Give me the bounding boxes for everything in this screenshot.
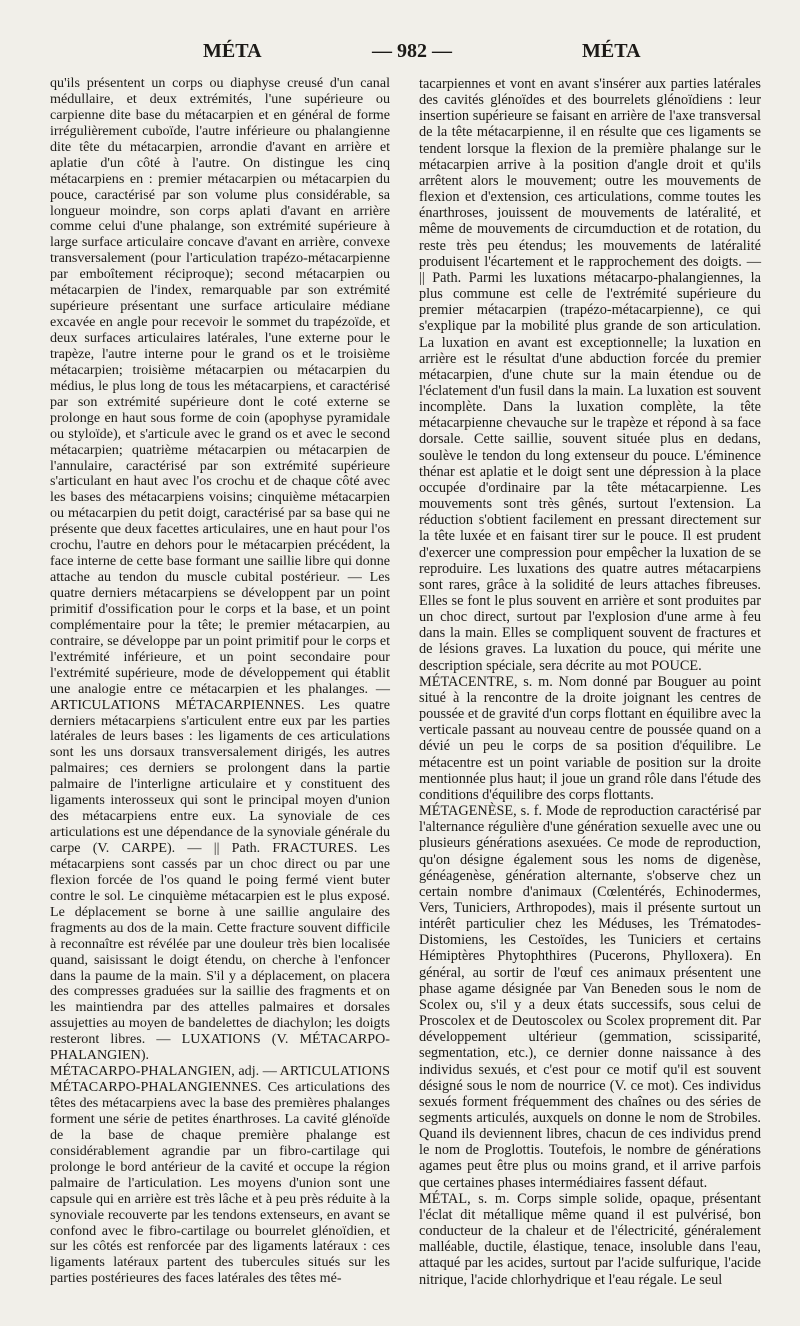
page-number: — 982 — [372,40,452,62]
entry-metacarpe-continued: qu'ils présentent un corps ou diaphyse creusé d'un canal médullaire, et deux extrémités, l'une supérieure ou carpienne dite base du métacarpien et en général de forme irrégulièrement cuboïde, l'autre inférieure ou phalangienne dite tête du métacarpien, arrondie d'avant en arrière et aplatie d'un côté à l'autre. On distingue les cinq métacarpiens en : premier métacarpien ou métacarpien du pouce, caractérisé par son volume plus considérable, sa longueur moindre, son corps aplati d'avant en arrière comme celui d'une phalange, son extrémité supérieure à large surface articulaire concave d'avant en arrière, convexe transversalement (pour l'articulation trapézo-métacarpienne par emboîtement réciproque); second métacarpien ou métacarpien de l'index, remarquable par son extrémité supérieure présentant une surface articulaire médiane excavée en angle pour recevoir le sommet du trapézoïde, et deux surfaces articulaires latérales, l'une externe pour le trapèze, l'autre interne pour le grand os et le troisième métacarpien; troisième métacarpien ou métacarpien du médius, le plus long de tous les métacarpiens, et caractérisé par son extrémité supérieure dont le coté externe se prolonge en haut sous forme de coin (apophyse pyramidale ou styloïde), et s'articule avec le grand os et avec le second métacarpien; quatrième métacarpien ou métacarpien de l'annulaire, caractérisé par son extrémité supérieure s'articulant en haut avec l'os crochu et de chaque côté avec les bases des métacarpiens voisins; cinquième métacarpien ou métacarpien du petit doigt, caractérisé par sa base qui ne présente que deux facettes articulaires, une en haut pour l'os crochu, l'autre en dehors pour le métacarpien précédent, la face interne de cette base formant une saillie libre qui donne attache au tendon du muscle cubital postérieur. — Les quatre derniers métacarpiens se développent par un point primitif d'ossification pour le corps et la base, et un point complémentaire pour la tête; le premier métacarpien, au contraire, se développe par un point primitif pour le corps et l'extrémité inférieure, et un point secondaire pour l'extrémité supérieure, mode de développement qui établit une analogie entre ce métacarpien et les phalanges. — ARTICULATIONS MÉTACARPIENNES. Les quatre derniers métacarpiens s'articulent entre eux par les parties latérales de leurs bases : les ligaments de ces articulations sont les uns dorsaux transversalement dirigés, les autres palmaires; ces derniers se prolongent dans la partie palmaire de l'interligne articulaire et y constituent des ligaments interosseux qui sont le principal moyen d'union des métacarpiens entre eux. La synoviale de ces articulations est une dépendance de la synoviale générale du carpe (V. CARPE). — || Path. FRACTURES. Les métacarpiens sont cassés par un choc direct ou par une flexion forcée de l'os quand le poing fermé vient buter contre le sol. Le cinquième métacarpien est le plus exposé. Le déplacement se borne à une saillie angulaire des fragments au dos de la main. Cette fracture souvent difficile à reconnaître est révélée par une douleur très bien localisée quand, saisissant le doigt étendu, on cherche à l'enfoncer dans la paume de la main. S'il y a déplacement, on placera des compresses graduées sur la saillie des fragments et on les maintiendra par des attelles palmaires et dorsales assujetties au moyen de bandelettes de diachylon; les doigts resteront libres. — LUXATIONS (V. MÉTACARPO-PHALANGIEN). [50,75,390,1064]
entry-metal: MÉTAL, s. m. Corps simple solide, opaque, présentant l'éclat dit métallique même quand il est pulvérisé, bon conducteur de la chaleur et de l'électricité, généralement malléable, ductile, élastique, tenace, insoluble dans l'eau, attaqué par les acides, surtout par l'acide sulfurique, l'acide nitrique, l'acide chlorhydrique et l'eau régale. Le seul [419,1190,761,1288]
running-head-right: MÉTA [582,40,641,62]
left-column [50,76,390,1287]
entry-metagenese: MÉTAGENÈSE, s. f. Mode de reproduction caractérisé par l'alternance régulière d'une génération sexuelle avec une ou plusieurs générations asexuées. Ce mode de reproduction, qu'on désigne également sous les noms de digenèse, généagenèse, génération alternante, s'observe chez un certain nombre d'animaux (Cœlentérés, Echinodermes, Vers, Tuniciers, Arthropodes), mais il présente surtout un intérêt particulier chez les Méduses, les Trématodes-Distomiens, les Cestoïdes, les Tuniciers et certains Hémiptères Phytophthires (Pucerons, Phylloxera). En général, au sortir de l'œuf ces animaux présentent une phase agame désignée par Van Beneden sous le nom de Scolex ou, s'il y a deux états successifs, sous celui de Proscolex et de Deutoscolex ou Scolex proprement dit. Par développement ultérieur (gemmation, scissiparité, segmentation, etc.), ce dernier donne naissance à des individus sexués, et c'est pour ce motif qu'il est souvent désigné sous le nom de nourrice (V. ce mot). Ces individus sexués forment fréquemment des chaînes ou des séries de segments articulés, auxquels on donne le nom de Strobiles. Quand ils deviennent libres, chacun de ces individus prend le nom de Proglottis. Toutefois, le nombre de générations agames peut être plus ou moins grand, et il arrive parfois que certaines phases intermédiaires fassent défaut. [419,803,761,1191]
entry-metacentre: MÉTACENTRE, s. m. Nom donné par Bouguer au point situé à la rencontre de la droite joignant les centres de poussée et de gravité d'un corps flottant en équilibre avec la verticale passant au nouveau centre de poussée quand on a dévié un peu le corps de sa position d'équilibre. Le métacentre est un point variable de position sur la droite mentionnée plus haut; il joue un grand rôle dans l'étude des conditions d'équilibre des corps flottants. [419,673,761,803]
right-column [419,76,761,1288]
page-header [0,34,800,68]
entry-metacarpo-phalangien-continued: tacarpiennes et vont en avant s'insérer aux parties latérales des cavités glénoïdes et des bourrelets glénoïdiens : leur insertion supérieure se faisant en arrière de l'axe transversal de la tête métacarpienne, il en résulte que ces ligaments se tendent lorsque la flexion de la première phalange sur le métacarpien arrive à la position d'angle droit et qu'ils arrêtent alors le mouvement; outre les mouvements de flexion et d'extension, ces articulations, comme toutes les énarthroses, jouissent de mouvements de latéralité, et même de mouvements de circumduction et de rotation, du reste très peu étendus; les mouvements de latéralité produisent l'écartement et le rapprochement des doigts. — || Path. Parmi les luxations métacarpo-phalangiennes, la plus commune est celle de l'extrémité supérieure du premier métacarpien (trapézo-métacarpienne), ce qui s'explique par la mobilité plus grande de son articulation. La luxation en avant est exceptionnelle; la luxation en arrière est le résultat d'une abduction forcée du premier métacarpien, d'une chute sur la main étendue ou de l'éclatement d'un fusil dans la main. La luxation est souvent incomplète. Dans la luxation complète, la tête métacarpienne chevauche sur le trapèze et répond à sa face dorsale. Cette saillie, souvent située plus en dedans, soulève le tendon du long extenseur du pouce. L'éminence thénar est aplatie et le doigt sent une dépression à la place occupée d'ordinaire par la tête métacarpienne. Les mouvements sont très gênés, surtout l'extension. La réduction s'obtient facilement en pressant directement sur la tête luxée et en faisant tirer sur le pouce. Il est prudent d'exercer une compression pour empêcher la luxation de se reproduire. Les luxations des quatre autres métacarpiens sont rares, grâce à la solidité de leurs attaches fibreuses. Elles se font le plus souvent en arrière et sont produites par un choc direct, surtout par l'explosion d'une arme à feu dans la main. Elles se compliquent souvent de fractures et de lésions graves. La luxation du pouce, qui mérite une description spéciale, sera décrite au mot POUCE. [419,76,761,674]
running-head-left: MÉTA [203,40,262,62]
entry-metacarpo-phalangien: MÉTACARPO-PHALANGIEN, adj. — ARTICULATIONS MÉTACARPO-PHALANGIENNES. Ces articulations des têtes des métacarpiens avec la base des premières phalanges forment une série de petites énarthroses. La cavité glénoïde de la base de chaque première phalange est considérablement agrandie par un fibro-cartilage qui prolonge le bord antérieur de la cavité et occupe la région palmaire de l'articulation. Les moyens d'union sont une capsule qui en arrière est très lâche et à peu près réduite à la synoviale recouverte par les tendons extenseurs, en avant se confond avec le fibro-cartilage ou bourrelet glénoïdien, et sur les côtés est renforcée par des ligaments latéraux : ces ligaments latéraux partent des tubercules situés sur les parties postérieures des faces latérales des têtes mé- [50,1063,390,1287]
